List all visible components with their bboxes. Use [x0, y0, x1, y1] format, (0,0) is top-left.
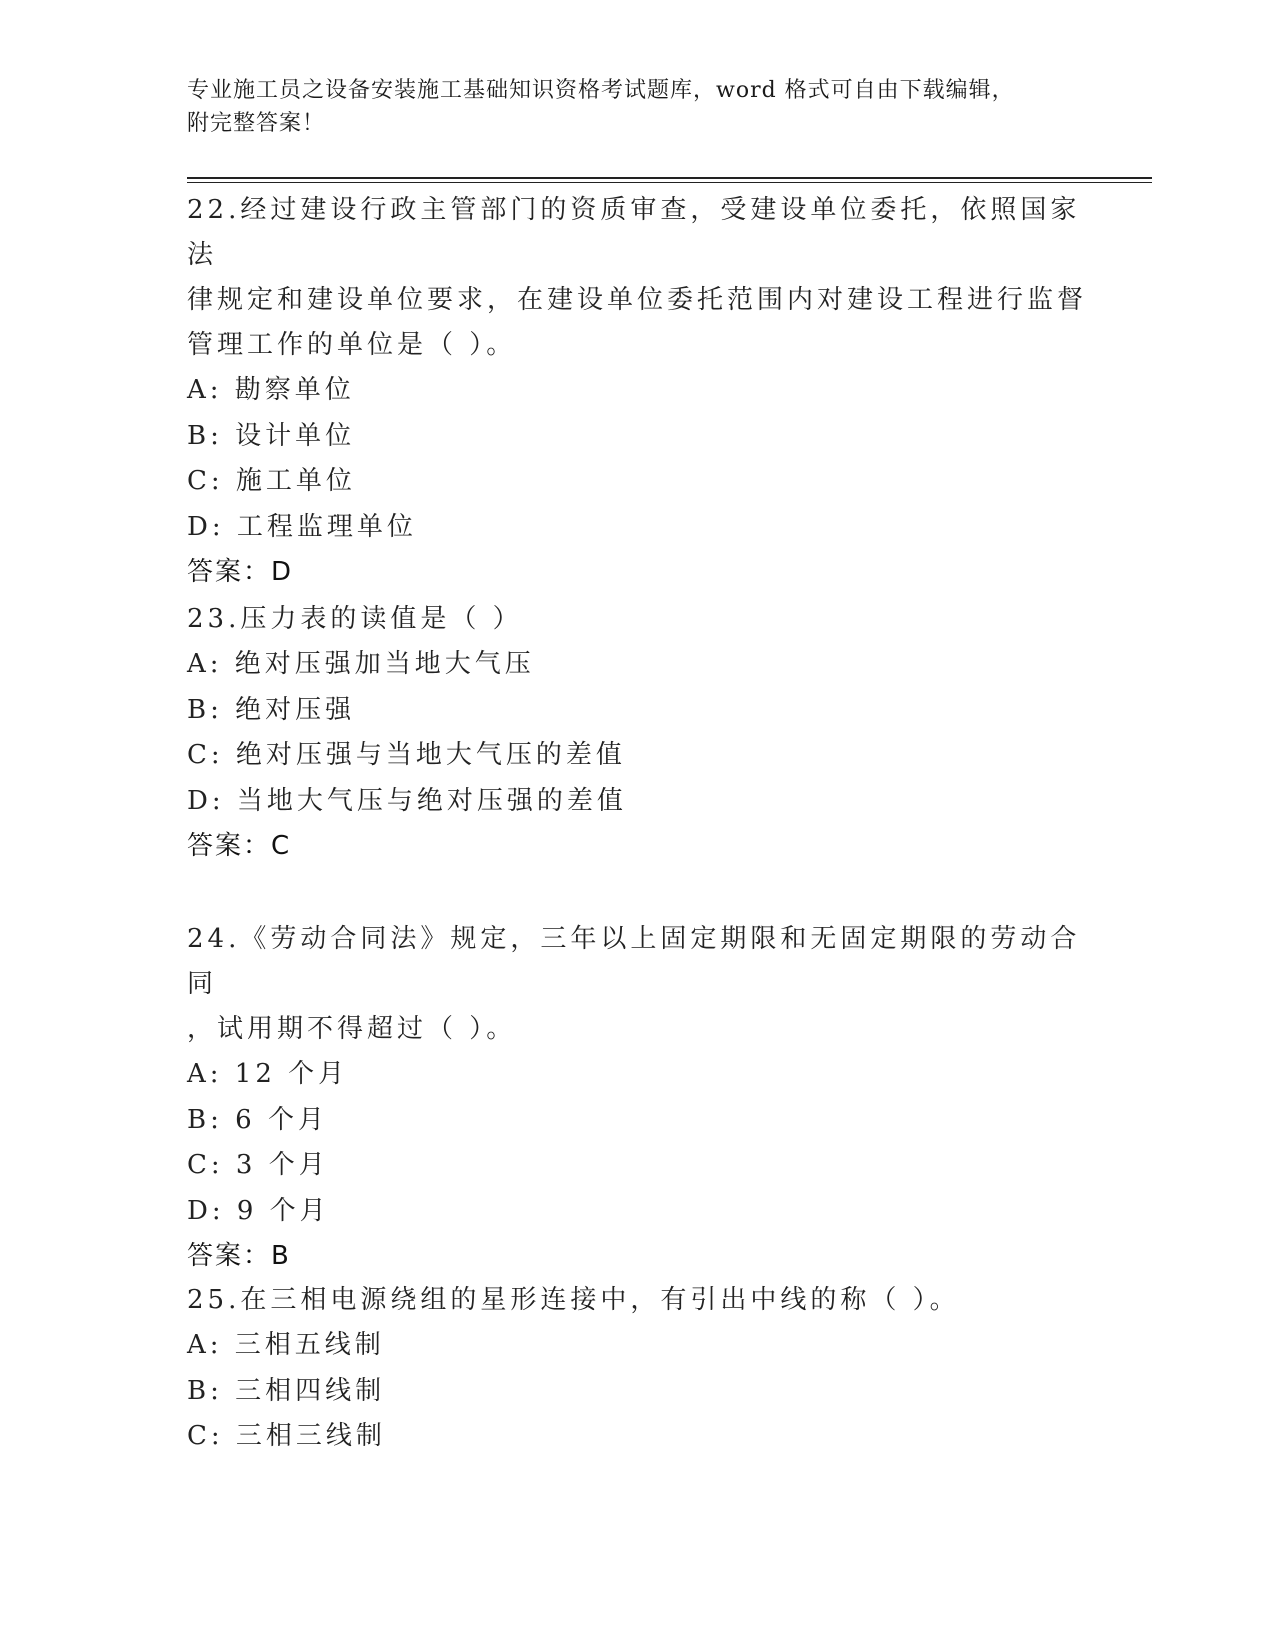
header-divider-thin — [187, 182, 1152, 183]
answer: 答案：C — [187, 831, 292, 861]
option-b: B: 6 个月 — [187, 1104, 328, 1135]
option-c: C: 3 个月 — [187, 1150, 329, 1180]
question-stem-line: 管理工作的单位是（ ）。 — [187, 330, 517, 360]
question-stem-line: 23.压力表的读值是（ ） — [187, 604, 523, 634]
answer: 答案：D — [187, 557, 294, 587]
header-line-1: 专业施工员之设备安装施工基础知识资格考试题库，word 格式可自由下载编辑， — [187, 78, 1015, 103]
document-header — [187, 74, 1067, 140]
option-b: B: 设计单位 — [187, 420, 356, 451]
option-d: D: 工程监理单位 — [187, 511, 417, 542]
question-24 — [187, 917, 1087, 1279]
question-23 — [187, 597, 1087, 869]
answer: 答案：B — [187, 1241, 291, 1271]
question-25 — [187, 1278, 1087, 1460]
option-a: A: 12 个月 — [187, 1059, 349, 1089]
option-b: B: 三相四线制 — [187, 1375, 386, 1406]
option-c: C: 三相三线制 — [187, 1421, 386, 1451]
question-stem-line: 25.在三相电源绕组的星形连接中，有引出中线的称（ ）。 — [187, 1285, 960, 1315]
question-stem-line: 22.经过建设行政主管部门的资质审查，受建设单位委托，依照国家法 — [187, 195, 1081, 270]
option-a: A: 三相五线制 — [187, 1330, 385, 1360]
option-b: B: 绝对压强 — [187, 694, 356, 725]
option-d: D: 9 个月 — [187, 1195, 330, 1226]
question-22 — [187, 188, 1087, 595]
option-c: C: 绝对压强与当地大气压的差值 — [187, 740, 626, 770]
question-stem-line: 律规定和建设单位要求，在建设单位委托范围内对建设工程进行监督 — [187, 285, 1088, 315]
header-line-2: 附完整答案！ — [187, 111, 326, 136]
question-stem-line: 24.《劳动合同法》规定，三年以上固定期限和无固定期限的劳动合同 — [187, 924, 1081, 999]
header-divider — [187, 177, 1152, 179]
option-a: A: 绝对压强加当地大气压 — [187, 649, 535, 679]
option-c: C: 施工单位 — [187, 466, 356, 496]
question-stem-line: ，试用期不得超过（ ）。 — [187, 1014, 517, 1044]
option-d: D: 当地大气压与绝对压强的差值 — [187, 785, 627, 816]
option-a: A: 勘察单位 — [187, 375, 355, 405]
